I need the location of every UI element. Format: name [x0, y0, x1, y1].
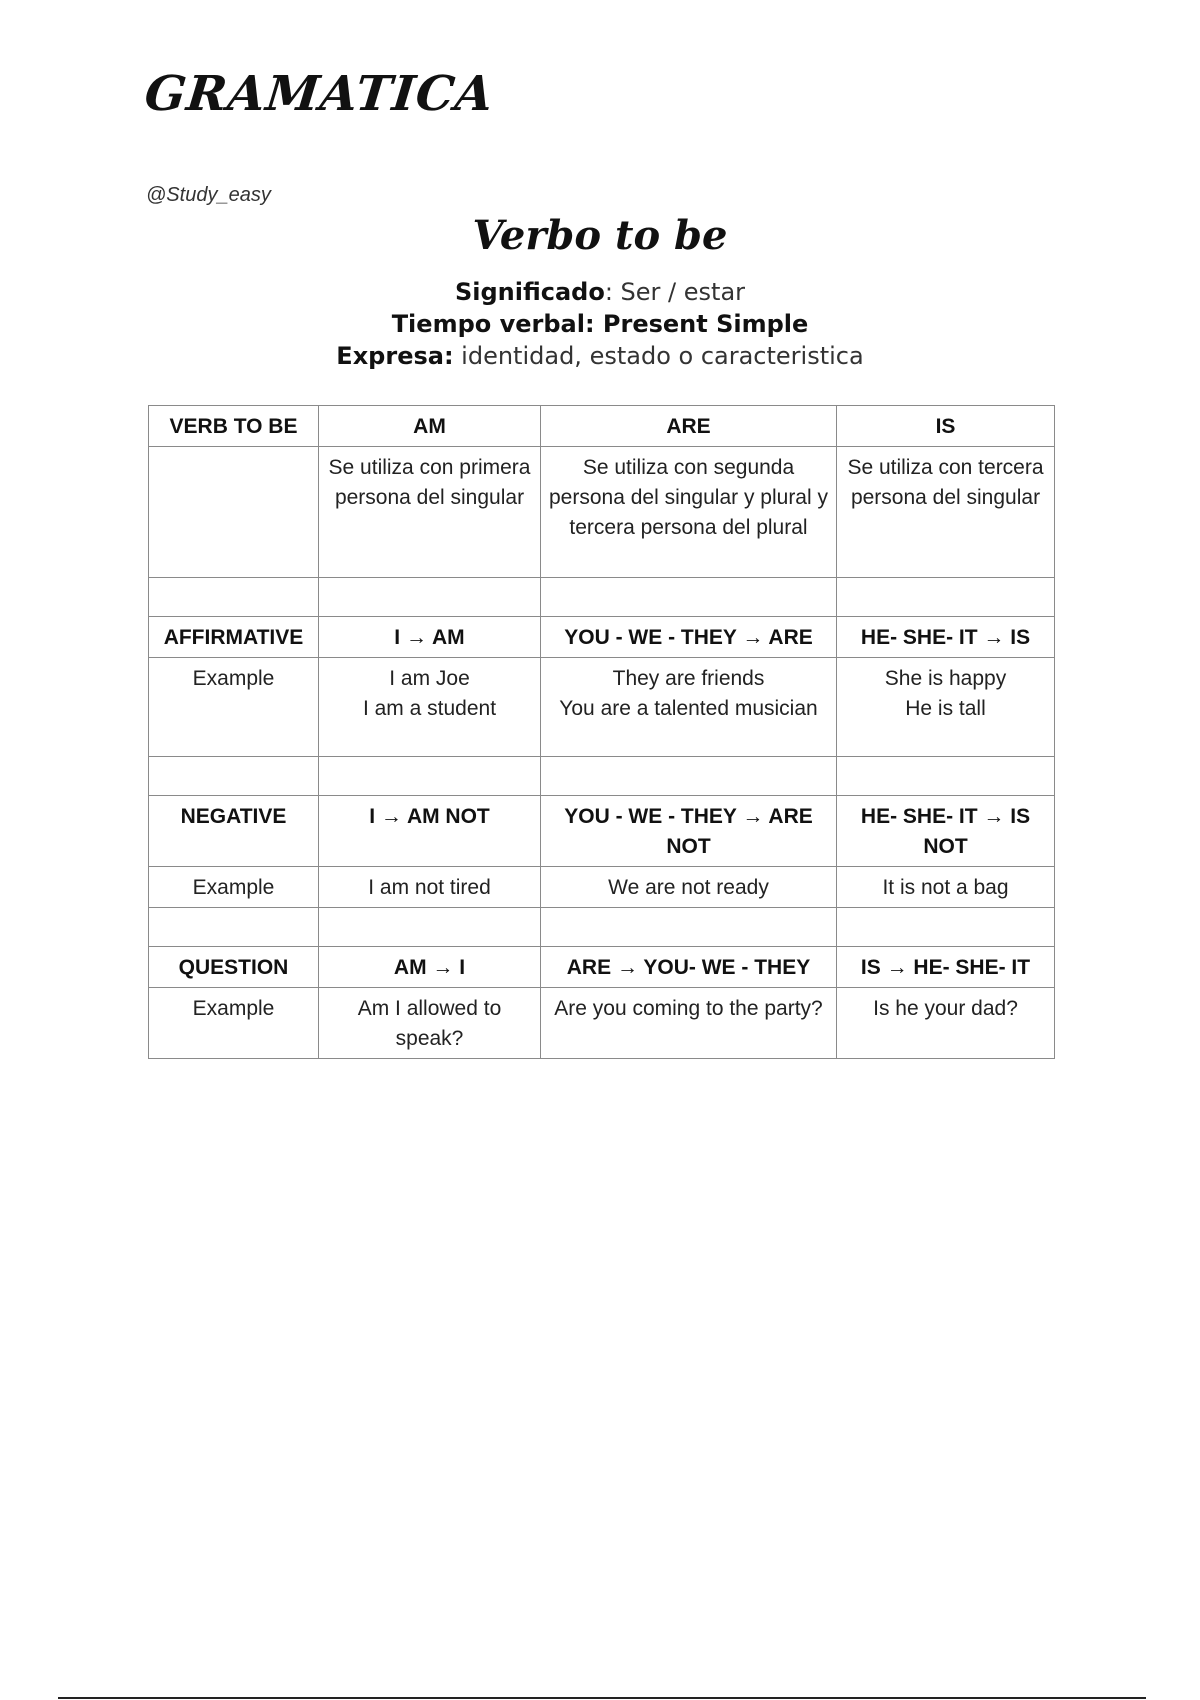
- example-line: He is tall: [905, 697, 986, 720]
- question-example-am: Am I allowed to speak?: [319, 988, 541, 1059]
- table-row-blank: [149, 757, 1055, 796]
- negative-example-are: We are not ready: [541, 867, 837, 908]
- blank-cell: [149, 757, 319, 796]
- page-title: GRAMATICA: [142, 66, 497, 122]
- table-row-affirmative-example: [149, 658, 1055, 757]
- topic-title: Verbo to be: [472, 212, 728, 259]
- question-am: AM → I: [319, 947, 541, 988]
- table-row-header: [149, 406, 1055, 447]
- blank-cell: [149, 578, 319, 617]
- blank-cell: [541, 757, 837, 796]
- blank-cell: [319, 757, 541, 796]
- description-cell-label: [149, 447, 319, 578]
- question-is: IS → HE- SHE- IT: [837, 947, 1055, 988]
- topic-info: [0, 276, 1200, 372]
- blank-cell: [837, 578, 1055, 617]
- description-cell-are: Se utiliza con segunda persona del singular y plural y tercera persona del plural: [541, 447, 837, 578]
- author-handle: @Study_easy: [146, 184, 271, 206]
- question-example-are: Are you coming to the party?: [541, 988, 837, 1059]
- significado-value: : Ser / estar: [604, 278, 746, 306]
- blank-cell: [837, 757, 1055, 796]
- negative-are: YOU - WE - THEY → ARE NOT: [541, 796, 837, 867]
- header-cell-are: ARE: [541, 406, 837, 447]
- question-example-is: Is he your dad?: [837, 988, 1055, 1059]
- affirmative-example-label: Example: [149, 658, 319, 757]
- blank-cell: [319, 578, 541, 617]
- table-row-blank: [149, 578, 1055, 617]
- table-row-question: [149, 947, 1055, 988]
- table-row-negative-example: [149, 867, 1055, 908]
- expresa-line: [0, 340, 1200, 372]
- negative-example-am: I am not tired: [319, 867, 541, 908]
- expresa-value: identidad, estado o caracteristica: [453, 342, 864, 370]
- question-are: ARE → YOU- WE - THEY: [541, 947, 837, 988]
- header-cell-is: IS: [837, 406, 1055, 447]
- affirmative-label: AFFIRMATIVE: [149, 617, 319, 658]
- negative-example-is: It is not a bag: [837, 867, 1055, 908]
- table-row-question-example: [149, 988, 1055, 1059]
- affirmative-example-are: [541, 658, 837, 757]
- blank-cell: [541, 908, 837, 947]
- blank-cell: [837, 908, 1055, 947]
- table-row-description: [149, 447, 1055, 578]
- table-row-blank: [149, 908, 1055, 947]
- blank-cell: [149, 908, 319, 947]
- example-line: I am a student: [362, 697, 497, 720]
- example-line: She is happy: [884, 667, 1007, 690]
- affirmative-is: HE- SHE- IT → IS: [837, 617, 1055, 658]
- blank-cell: [541, 578, 837, 617]
- expresa-label: Expresa:: [336, 342, 454, 370]
- table-row-affirmative: [149, 617, 1055, 658]
- significado-line: [0, 276, 1200, 308]
- header-cell-am: AM: [319, 406, 541, 447]
- affirmative-are: YOU - WE - THEY → ARE: [541, 617, 837, 658]
- header-cell-verb: VERB TO BE: [149, 406, 319, 447]
- description-cell-is: Se utiliza con tercera persona del singular: [837, 447, 1055, 578]
- question-label: QUESTION: [149, 947, 319, 988]
- description-cell-am: Se utiliza con primera persona del singular: [319, 447, 541, 578]
- table-row-negative: [149, 796, 1055, 867]
- negative-label: NEGATIVE: [149, 796, 319, 867]
- example-line: They are friends: [612, 667, 765, 690]
- negative-is: HE- SHE- IT → IS NOT: [837, 796, 1055, 867]
- tiempo-label: Tiempo verbal: Present Simple: [391, 310, 809, 338]
- example-line: You are a talented musician: [559, 697, 818, 720]
- affirmative-am: I → AM: [319, 617, 541, 658]
- tiempo-line: [0, 308, 1200, 340]
- significado-label: Significado: [454, 278, 605, 306]
- affirmative-example-is: [837, 658, 1055, 757]
- negative-example-label: Example: [149, 867, 319, 908]
- example-line: I am Joe: [389, 667, 470, 690]
- verb-to-be-table: [148, 405, 1055, 1059]
- negative-am: I → AM NOT: [319, 796, 541, 867]
- affirmative-example-am: [319, 658, 541, 757]
- question-example-label: Example: [149, 988, 319, 1059]
- blank-cell: [319, 908, 541, 947]
- bottom-divider: [58, 1697, 1146, 1699]
